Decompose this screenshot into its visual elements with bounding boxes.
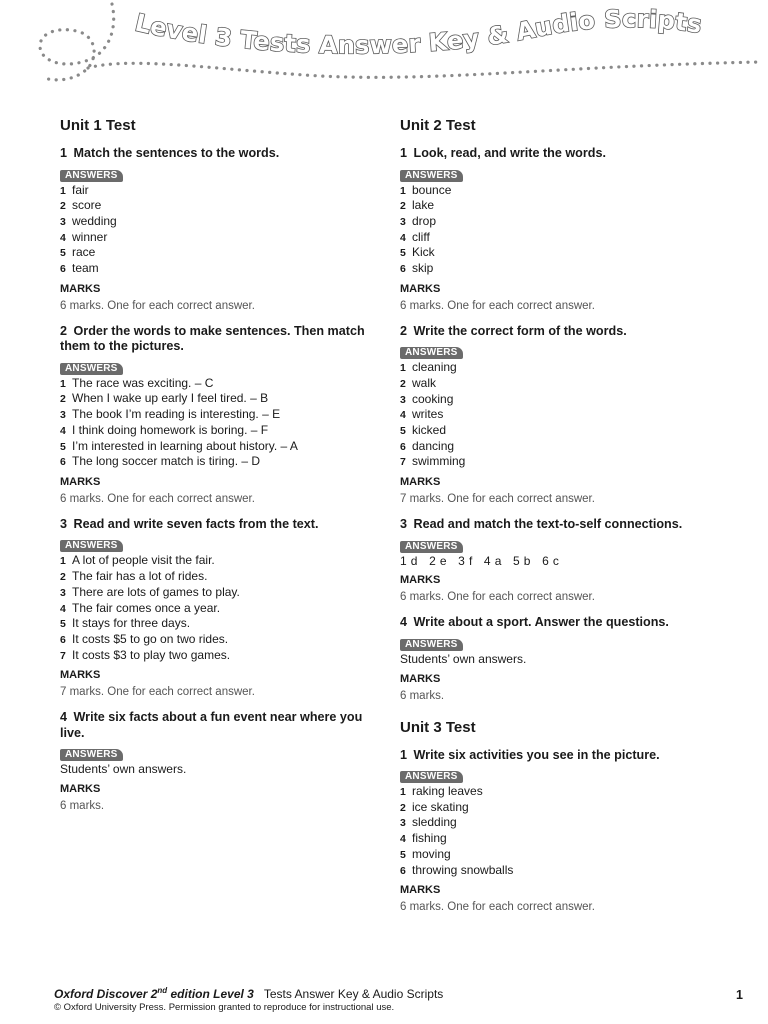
answer-text: Students’ own answers. — [60, 762, 187, 777]
page-header — [0, 0, 768, 100]
list-item: 3 There are lots of games to play. — [60, 584, 240, 599]
answers-badge: ANSWERS — [60, 170, 123, 182]
answer-list — [60, 183, 380, 277]
list-item: 6 team — [60, 261, 99, 276]
marks-text: 6 marks. One for each correct answer. — [400, 591, 595, 604]
list-item: 4 I think doing homework is boring. – F — [60, 422, 269, 437]
list-item: 3 wedding — [60, 213, 117, 228]
list-item: 1 The race was exciting. – C — [60, 375, 214, 390]
unit-1-question-1 — [60, 146, 380, 313]
unit-2-question-1 — [400, 146, 730, 313]
list-item: 2 When I wake up early I feel tired. – B — [60, 391, 269, 406]
question-title: 3 Read and match the text-to-self connections. — [400, 517, 683, 532]
list-item: 1 A lot of people visit the fair. — [60, 553, 215, 568]
page-title: Level 3 Tests Answer Key & Audio Scripts — [132, 4, 704, 60]
question-title: 1 Write six activities you see in the picture. — [400, 747, 660, 762]
answers-badge: ANSWERS — [60, 540, 123, 552]
list-item: 6 skip — [400, 261, 434, 276]
marks-label: MARKS — [60, 475, 101, 488]
answer-text: Students’ own answers. — [400, 651, 527, 666]
unit-2-title: Unit 2 Test — [400, 117, 476, 134]
answers-badge: ANSWERS — [400, 347, 463, 359]
unit-2-question-2 — [400, 324, 730, 506]
answer-list — [400, 183, 730, 277]
marks-label: MARKS — [400, 574, 441, 587]
unit-2-question-4 — [400, 615, 730, 702]
marks-label: MARKS — [400, 672, 441, 685]
marks-text: 6 marks. One for each correct answer. — [60, 299, 255, 312]
answer-list — [60, 376, 380, 470]
footer-brand: Oxford Discover 2nd edition Level 3 — [54, 986, 254, 1001]
list-item: 4 cliff — [400, 229, 430, 244]
unit-3-question-1 — [400, 748, 730, 915]
unit-2-question-3 — [400, 517, 730, 604]
question-title: 2 Write the correct form of the words. — [400, 323, 627, 338]
list-item: 1 raking leaves — [400, 784, 483, 799]
answer-list — [400, 360, 730, 470]
list-item: 6 throwing snowballs — [400, 862, 514, 877]
marks-label: MARKS — [400, 476, 441, 489]
list-item: 1 bounce — [400, 182, 452, 197]
answers-badge: ANSWERS — [400, 771, 463, 783]
unit-1-title: Unit 1 Test — [60, 117, 136, 134]
list-item: 4 fishing — [400, 831, 447, 846]
question-title: 4 Write six facts about a fun event near where you live. — [60, 710, 363, 740]
list-item: 2 The fair has a lot of rides. — [60, 569, 208, 584]
page-footer — [54, 983, 443, 1013]
footer-copyright: © Oxford University Press. Permission granted to reproduce for instructional use. — [54, 1002, 395, 1013]
list-item: 3 sledding — [400, 815, 457, 830]
unit-3-title: Unit 3 Test — [400, 718, 476, 736]
question-title: 2 Order the words to make sentences. Then match them to the pictures. — [60, 323, 365, 354]
list-item: 2 walk — [400, 375, 437, 390]
list-item: 2 score — [60, 198, 102, 213]
answers-badge: ANSWERS — [60, 749, 123, 761]
list-item: 6 It costs $5 to go on two rides. — [60, 631, 229, 646]
marks-text: 6 marks. One for each correct answer. — [60, 492, 255, 505]
list-item: 4 writes — [400, 407, 444, 422]
list-item: 1 cleaning — [400, 360, 457, 375]
answer-text: 1 d 2 e 3 f 4 a 5 b 6 c — [400, 553, 560, 568]
list-item: 1 fair — [60, 182, 89, 197]
list-item: 3 The book I’m reading is interesting. – E — [60, 407, 281, 422]
marks-text: 7 marks. One for each correct answer. — [60, 686, 255, 699]
list-item: 2 lake — [400, 198, 435, 213]
answers-badge: ANSWERS — [400, 639, 463, 651]
unit-1-question-4 — [60, 710, 380, 813]
list-item: 5 I’m interested in learning about history. – A — [60, 438, 298, 453]
list-item: 3 drop — [400, 213, 437, 228]
marks-text: 6 marks. One for each correct answer. — [400, 299, 595, 312]
marks-text: 6 marks. — [400, 689, 445, 702]
marks-label: MARKS — [400, 884, 441, 897]
marks-text: 6 marks. — [60, 800, 105, 813]
list-item: 3 cooking — [400, 391, 454, 406]
marks-label: MARKS — [60, 783, 101, 796]
right-column — [400, 117, 730, 925]
list-item: 5 moving — [400, 846, 451, 861]
list-item: 5 kicked — [400, 423, 447, 438]
footer-title — [54, 983, 443, 1002]
answers-badge: ANSWERS — [60, 363, 123, 375]
answers-badge: ANSWERS — [400, 170, 463, 182]
list-item: 2 ice skating — [400, 799, 469, 814]
footer-subtitle: Tests Answer Key & Audio Scripts — [263, 987, 444, 1001]
list-item: 6 The long soccer match is tiring. – D — [60, 454, 261, 469]
list-item: 7 swimming — [400, 454, 466, 469]
unit-1-question-2 — [60, 324, 380, 506]
answers-badge: ANSWERS — [400, 541, 463, 553]
marks-text: 6 marks. One for each correct answer. — [400, 901, 595, 914]
list-item: 6 dancing — [400, 438, 455, 453]
list-item: 4 winner — [60, 229, 108, 244]
marks-label: MARKS — [400, 282, 441, 295]
marks-label: MARKS — [60, 282, 101, 295]
answer-list — [60, 553, 380, 663]
question-title: 4 Write about a sport. Answer the questions. — [400, 615, 669, 630]
question-title: 1 Look, read, and write the words. — [400, 146, 606, 160]
list-item: 5 Kick — [400, 245, 435, 260]
answer-list — [400, 784, 730, 878]
left-column — [60, 117, 380, 824]
marks-text: 7 marks. One for each correct answer. — [400, 493, 595, 506]
question-title: 1 Match the sentences to the words. — [60, 146, 280, 160]
list-item: 4 The fair comes once a year. — [60, 600, 221, 615]
unit-1-question-3 — [60, 517, 380, 699]
marks-label: MARKS — [60, 669, 101, 682]
list-item: 5 It stays for three days. — [60, 616, 191, 631]
page-number: 1 — [736, 988, 743, 1002]
question-title: 3 Read and write seven facts from the text. — [60, 516, 319, 531]
list-item: 5 race — [60, 245, 96, 260]
list-item: 7 It costs $3 to play two games. — [60, 647, 231, 662]
